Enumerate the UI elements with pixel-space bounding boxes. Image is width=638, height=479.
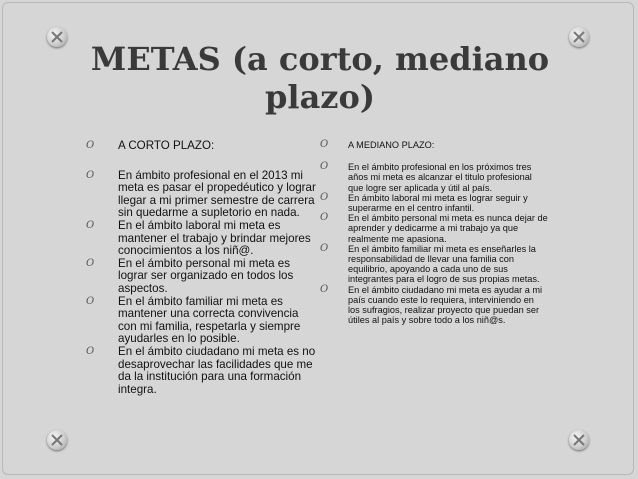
screw-top-right-icon bbox=[569, 27, 589, 47]
list-item bbox=[318, 140, 548, 150]
list-item bbox=[318, 285, 548, 326]
list-item-text: En el ámbito profesional en los próximos tres años mi meta es alcanzar el titulo profesional que logre ser aplicada y útil al país. bbox=[348, 162, 532, 193]
list-item bbox=[84, 220, 316, 258]
list-item-text: En ámbito laboral mi meta es lograr seguir y superarme en el centro infantil. bbox=[348, 192, 528, 214]
medium-term-list bbox=[318, 140, 548, 325]
bullet-icon: O bbox=[86, 345, 95, 357]
bullet-icon: O bbox=[320, 161, 329, 173]
list-item-text: En el ámbito ciudadano mi meta es ayudar a mi país cuando este lo requiera, interviniendo en los sufragios, realizar proyecto que puedan ser útiles al país y sobre todo a los niñ@s. bbox=[348, 284, 543, 326]
left-column bbox=[84, 140, 316, 396]
list-item-text: A CORTO PLAZO: bbox=[118, 139, 215, 152]
screw-top-left-icon bbox=[47, 27, 67, 47]
list-item-text: En el ámbito laboral mi meta es mantener el trabajo y brindar mejores conocimientos a los niñ@. bbox=[118, 218, 311, 258]
list-item-text: En el ámbito personal mi meta es lograr ser organizado en todos los aspectos. bbox=[118, 256, 294, 295]
list-item-text: En el ámbito personal mi meta es nunca dejar de aprender y dedicarme a mi trabajo ya que realmente me apasiona. bbox=[348, 213, 548, 244]
list-item bbox=[318, 244, 548, 285]
list-item bbox=[318, 213, 548, 244]
screw-bottom-right-icon bbox=[569, 430, 589, 450]
list-item-text: En el ámbito familiar mi meta es mantener una correcta convivencia con mi familia, respetarla y siempre ayudarles en lo posible. bbox=[118, 294, 301, 346]
list-item-text: En ámbito profesional en el 2013 mi meta es pasar el propedéutico y lograr llegar a mi primer semestre de carrera sin quedarme a supletorio en nada. bbox=[118, 168, 316, 220]
list-item bbox=[318, 162, 548, 193]
list-item bbox=[84, 258, 316, 296]
list-item bbox=[84, 296, 316, 346]
bullet-icon: O bbox=[86, 295, 95, 307]
right-column bbox=[318, 140, 548, 325]
bullet-icon: O bbox=[86, 140, 95, 151]
list-item bbox=[84, 170, 316, 220]
bullet-icon: O bbox=[86, 169, 95, 181]
bullet-icon: O bbox=[86, 257, 95, 269]
list-item-text: En el ámbito familiar mi meta es enseñarles la responsabilidad de llevar una familia con equilibrio, apoyando a cada uno de sus integrantes para el logro de sus propias metas. bbox=[348, 243, 540, 285]
slide-title: METAS (a corto, mediano plazo) bbox=[90, 40, 550, 116]
bullet-icon: O bbox=[320, 212, 329, 224]
bullet-icon: O bbox=[320, 283, 329, 295]
short-term-list bbox=[84, 140, 316, 396]
list-item bbox=[84, 346, 316, 396]
bullet-icon: O bbox=[320, 139, 329, 150]
screw-bottom-left-icon bbox=[47, 430, 67, 450]
list-item-text: En el ámbito ciudadano mi meta es no desaprovechar las facilidades que me da la institución para una formación integra. bbox=[118, 344, 316, 396]
bullet-icon: O bbox=[320, 242, 329, 254]
list-item bbox=[318, 193, 548, 213]
list-item bbox=[84, 140, 316, 153]
bullet-icon: O bbox=[86, 219, 95, 231]
bullet-icon: O bbox=[320, 191, 329, 203]
list-item-text: A MEDIANO PLAZO: bbox=[348, 140, 435, 150]
